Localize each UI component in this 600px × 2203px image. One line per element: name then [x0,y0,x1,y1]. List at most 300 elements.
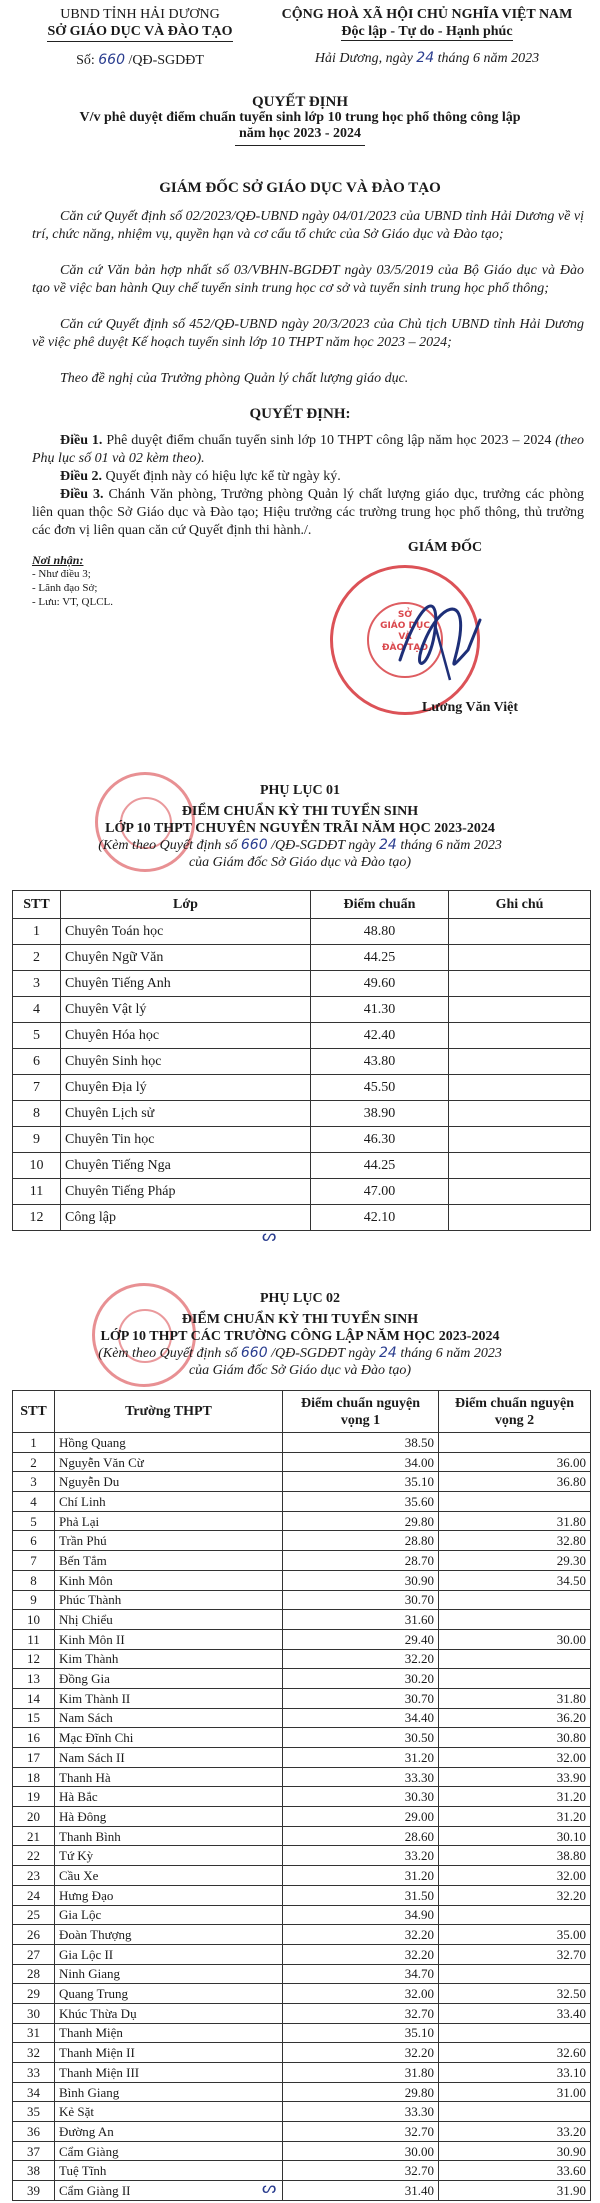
cell-name: Chuyên Lịch sử [61,1101,311,1127]
column-header-stt: STT [13,1391,55,1433]
cell-stt: 1 [13,1433,55,1453]
recipient-item: - Như điều 3; [32,568,91,580]
cell-name: Chuyên Tiếng Anh [61,971,311,997]
cell-score-2: 30.00 [439,1629,591,1649]
legal-basis-4: Theo đề nghị của Trưởng phòng Quản lý chất lượng giáo dục. [60,371,409,386]
table-row [13,2122,591,2142]
cell-stt: 3 [13,1472,55,1492]
cell-score-2: 36.80 [439,1472,591,1492]
cell-score-2: 31.80 [439,1688,591,1708]
cell-name: Nhị Chiểu [55,1610,283,1630]
cell-name: Chuyên Ngữ Văn [61,945,311,971]
cell-score-2: 31.80 [439,1511,591,1531]
appendix-1-title-2: LỚP 10 THPT CHUYÊN NGUYỄN TRÃI NĂM HỌC 2023-2024 [105,821,495,836]
cell-name: Thanh Hà [55,1767,283,1787]
cell-score-2: 31.90 [439,2181,591,2201]
cell-score-2 [449,1075,591,1101]
cell-score-2: 32.80 [439,1531,591,1551]
cell-stt: 5 [13,1511,55,1531]
cell-name: Kinh Môn [55,1570,283,1590]
cell-stt: 33 [13,2063,55,2083]
cell-stt: 17 [13,1748,55,1768]
appendix-2-note-line-2: của Giám đốc Sở Giáo dục và Đào tạo) [188,1363,412,1378]
cell-score-2: 36.20 [439,1708,591,1728]
cell-score-1: 30.70 [283,1590,439,1610]
column-header-note: Ghi chú [449,891,591,919]
article-1: Điều 1. Phê duyệt điểm chuẩn tuyển sinh lớp 10 THPT công lập năm học 2023 – 2024 (theo Phụ lục số 01 và 02 kèm theo). [32,433,585,466]
cell-score-2 [449,997,591,1023]
cell-stt: 8 [13,1101,61,1127]
issue-date: Hải Dương, ngày 24 tháng 6 năm 2023 [314,50,540,66]
cell-stt: 7 [13,1075,61,1101]
cell-name: Nam Sách II [55,1748,283,1768]
cell-name: Nam Sách [55,1708,283,1728]
table-row [13,1649,591,1669]
cell-name: Chuyên Vật lý [61,997,311,1023]
decision-subject-line-1: V/v phê duyệt điểm chuẩn tuyển sinh lớp 10 trung học phổ thông công lập [79,110,521,125]
cell-stt: 6 [13,1531,55,1551]
cell-name: Bến Tắm [55,1551,283,1571]
cell-score-1: 29.00 [283,1807,439,1827]
cell-score-2: 33.60 [439,2161,591,2181]
table-row [13,2102,591,2122]
cell-score-2: 31.20 [439,1807,591,1827]
cell-score-1: 31.50 [283,1885,439,1905]
appendix-1-table-body [13,919,591,1231]
cell-score-1: 34.00 [283,1452,439,1472]
cell-score-2 [449,945,591,971]
cell-name: Nguyễn Du [55,1472,283,1492]
column-header-score: Điểm chuẩn [311,891,449,919]
decision-title-block [0,94,600,146]
cell-name: Hà Bắc [55,1787,283,1807]
cell-stt: 20 [13,1807,55,1827]
table-row [13,1826,591,1846]
cell-stt: 11 [13,1629,55,1649]
table-row [13,1964,591,1984]
cell-name: Chuyên Tiếng Nga [61,1153,311,1179]
cell-score-1: 38.90 [311,1101,449,1127]
appendix-2-table-body [13,1433,591,2201]
cell-score-2 [449,1179,591,1205]
issuing-authority [40,6,240,69]
table-row [13,1748,591,1768]
cell-name: Bình Giang [55,2082,283,2102]
cell-score-1: 28.80 [283,1531,439,1551]
cell-score-2 [449,971,591,997]
page-initial-mark: ᔕ [262,2178,277,2197]
cell-name: Hưng Đạo [55,1885,283,1905]
cell-stt: 16 [13,1728,55,1748]
cell-score-1: 29.80 [283,2082,439,2102]
appendix-1-heading [0,782,600,871]
cell-score-1: 41.30 [311,997,449,1023]
cell-stt: 15 [13,1708,55,1728]
cell-stt: 10 [13,1610,55,1630]
cell-score-1: 33.20 [283,1846,439,1866]
cell-name: Đồng Gia [55,1669,283,1689]
table-row [13,1179,591,1205]
table-row [13,2161,591,2181]
cell-score-1: 33.30 [283,1767,439,1787]
table-row [13,1433,591,1453]
cell-score-1: 48.80 [311,919,449,945]
cell-score-1: 34.70 [283,1964,439,1984]
table-row [13,1023,591,1049]
cell-stt: 29 [13,1984,55,2004]
table-row [13,1590,591,1610]
column-header-score-nv2: Điểm chuẩn nguyện vọng 2 [439,1391,591,1433]
cell-score-2 [439,1669,591,1689]
cell-stt: 22 [13,1846,55,1866]
cell-stt: 14 [13,1688,55,1708]
table-row [13,1708,591,1728]
table-row [13,1787,591,1807]
cell-score-1: 43.80 [311,1049,449,1075]
cell-score-2: 32.20 [439,1885,591,1905]
cell-stt: 38 [13,2161,55,2181]
cell-name: Đoàn Thượng [55,1925,283,1945]
cell-score-2 [439,1590,591,1610]
table-row [13,1101,591,1127]
cell-score-1: 45.50 [311,1075,449,1101]
cell-name: Thanh Bình [55,1826,283,1846]
cell-score-1: 31.20 [283,1748,439,1768]
cell-score-2: 33.20 [439,2122,591,2142]
cell-name: Tứ Kỳ [55,1846,283,1866]
cell-score-1: 30.30 [283,1787,439,1807]
document-number [40,52,240,69]
cell-score-2: 36.00 [439,1452,591,1472]
cell-name: Cẩm Giàng II [55,2181,283,2201]
table-row [13,1049,591,1075]
cell-stt: 18 [13,1767,55,1787]
cell-score-1: 32.70 [283,2122,439,2142]
cell-name: Kim Thành [55,1649,283,1669]
cell-stt: 21 [13,1826,55,1846]
table-row [13,1452,591,1472]
article-3: Điều 3. Chánh Văn phòng, Trưởng phòng Quản lý chất lượng giáo dục, trưởng các phòng liên quan thộc Sở Giáo dục và Đào tạo; Hiệu trưởng các trường trung học phổ thông, thủ trưởng các đơn vị liên quan căn cứ Quyết định thi hành./. [32,487,585,538]
cell-name: Chuyên Tiếng Pháp [61,1179,311,1205]
cell-score-2 [449,1205,591,1231]
table-row [13,2063,591,2083]
cell-score-2 [439,1433,591,1453]
cell-score-1: 30.90 [283,1570,439,1590]
cell-name: Kinh Môn II [55,1629,283,1649]
cell-score-1: 32.70 [283,2003,439,2023]
cell-score-2 [439,1649,591,1669]
cell-score-1: 30.70 [283,1688,439,1708]
cell-score-2 [449,1153,591,1179]
decision-subject-line-2: năm học 2023 - 2024 [238,126,362,141]
cell-name: Ninh Giang [55,1964,283,1984]
table-row [13,971,591,997]
column-header-class: Lớp [61,891,311,919]
cell-score-1: 34.90 [283,1905,439,1925]
cell-score-1: 32.20 [283,1925,439,1945]
cell-score-1: 28.60 [283,1826,439,1846]
cell-stt: 6 [13,1049,61,1075]
cell-score-1: 30.50 [283,1728,439,1748]
handwritten-signature [380,580,500,690]
signer-name: Lương Văn Việt [421,700,519,715]
table-header-row [13,1391,591,1433]
cell-score-1: 35.10 [283,1472,439,1492]
legal-basis-2: Căn cứ Văn bản hợp nhất số 03/VBHN-BGDĐT ngày 03/5/2019 của Bộ Giáo dục và Đào tạo về việc ban hành Quy chế tuyển sinh trung học cơ sở và tuyển sinh trung học phổ thông; [32,263,584,296]
cell-score-1: 29.80 [283,1511,439,1531]
authority-line-2: SỞ GIÁO DỤC VÀ ĐÀO TẠO [47,23,232,42]
cell-score-2 [439,1964,591,1984]
cell-score-2 [449,1023,591,1049]
table-row [13,1610,591,1630]
appendix-2-title-1: ĐIỂM CHUẨN KỲ THI TUYỂN SINH [181,1312,419,1327]
legal-basis-3: Căn cứ Quyết định số 452/QĐ-UBND ngày 20/3/2023 của Chủ tịch UBND tỉnh Hải Dương về việc phê duyệt Kế hoạch tuyển sinh lớp 10 THPT năm học 2023 – 2024; [32,317,584,350]
cell-stt: 5 [13,1023,61,1049]
cell-score-1: 32.20 [283,1944,439,1964]
table-row [13,2141,591,2161]
table-row [13,1669,591,1689]
cell-stt: 35 [13,2102,55,2122]
cell-score-2: 33.10 [439,2063,591,2083]
table-row [13,1551,591,1571]
cell-score-1: 32.00 [283,1984,439,2004]
title-underline [235,145,365,146]
cell-name: Nguyễn Văn Cừ [55,1452,283,1472]
cell-score-1: 49.60 [311,971,449,997]
cell-score-1: 34.40 [283,1708,439,1728]
cell-stt: 39 [13,2181,55,2201]
table-row [13,1570,591,1590]
cell-score-2 [449,1049,591,1075]
table-row [13,1629,591,1649]
cell-stt: 2 [13,945,61,971]
cell-score-1: 44.25 [311,1153,449,1179]
cell-stt: 7 [13,1551,55,1571]
cell-name: Phả Lại [55,1511,283,1531]
cell-name: Kẻ Sặt [55,2102,283,2122]
table-row [13,1846,591,1866]
table-row [13,1492,591,1512]
cell-name: Đường An [55,2122,283,2142]
national-motto: Độc lập - Tự do - Hạnh phúc [341,24,513,39]
issuer-heading: GIÁM ĐỐC SỞ GIÁO DỤC VÀ ĐÀO TẠO [159,180,441,196]
article-2: Điều 2. Quyết định này có hiệu lực kể từ ngày ký. [60,469,341,484]
cell-name: Chuyên Toán học [61,919,311,945]
cell-score-1: 29.40 [283,1629,439,1649]
appendix-2-table [12,1390,591,2201]
table-row [13,919,591,945]
cell-stt: 8 [13,1570,55,1590]
decide-heading: QUYẾT ĐỊNH: [249,406,351,422]
cell-score-1: 47.00 [311,1179,449,1205]
cell-stt: 34 [13,2082,55,2102]
cell-stt: 11 [13,1179,61,1205]
nation-name: CỘNG HOÀ XÃ HỘI CHỦ NGHĨA VIỆT NAM [281,7,573,22]
cell-score-2 [439,1610,591,1630]
cell-stt: 28 [13,1964,55,1984]
table-row [13,2023,591,2043]
decision-title: QUYẾT ĐỊNH [252,94,348,110]
recipients-block [32,553,113,609]
cell-name: Chí Linh [55,1492,283,1512]
cell-stt: 12 [13,1649,55,1669]
cell-score-1: 32.20 [283,2043,439,2063]
table-row [13,1925,591,1945]
authority-line-1: UBND TỈNH HẢI DƯƠNG [60,7,220,22]
cell-stt: 12 [13,1205,61,1231]
cell-stt: 30 [13,2003,55,2023]
cell-stt: 13 [13,1669,55,1689]
cell-score-2: 32.00 [439,1866,591,1886]
table-row [13,2003,591,2023]
cell-score-1: 38.50 [283,1433,439,1453]
cell-stt: 2 [13,1452,55,1472]
cell-score-2 [449,919,591,945]
cell-score-1: 44.25 [311,945,449,971]
cell-score-2: 30.10 [439,1826,591,1846]
table-row [13,1944,591,1964]
cell-name: Quang Trung [55,1984,283,2004]
doc-number-handwritten: 660 [98,52,125,68]
cell-score-2 [449,1101,591,1127]
cell-score-2: 31.20 [439,1787,591,1807]
page-initial-mark: ᔕ [262,1226,277,1245]
cell-name: Công lập [61,1205,311,1231]
cell-stt: 23 [13,1866,55,1886]
cell-score-2: 32.00 [439,1748,591,1768]
cell-stt: 32 [13,2043,55,2063]
table-row [13,1807,591,1827]
cell-stt: 9 [13,1127,61,1153]
cell-stt: 4 [13,1492,55,1512]
cell-name: Chuyên Hóa học [61,1023,311,1049]
cell-score-2 [439,2023,591,2043]
recipient-item: - Lãnh đạo Sở; [32,582,98,594]
cell-name: Trần Phú [55,1531,283,1551]
cell-score-2: 34.50 [439,1570,591,1590]
cell-stt: 4 [13,997,61,1023]
appendix-1-title-1: ĐIỂM CHUẨN KỲ THI TUYỂN SINH [181,804,419,819]
cell-score-2: 32.60 [439,2043,591,2063]
recipients-heading: Nơi nhận: [32,553,84,567]
signer-title: GIÁM ĐỐC [407,540,483,555]
cell-score-2: 32.70 [439,1944,591,1964]
cell-name: Chuyên Sinh học [61,1049,311,1075]
cell-name: Kim Thành II [55,1688,283,1708]
table-row [13,1075,591,1101]
table-row [13,1127,591,1153]
official-seal-stamp: SỞ GIÁO DỤC VÀ ĐÀO TẠO [330,565,480,715]
cell-score-1: 35.10 [283,2023,439,2043]
cell-score-2: 29.30 [439,1551,591,1571]
cell-score-2: 30.80 [439,1728,591,1748]
cell-stt: 27 [13,1944,55,1964]
cell-score-1: 31.60 [283,1610,439,1630]
appendix-2-heading [0,1290,600,1379]
table-row [13,2043,591,2063]
cell-score-2 [439,1492,591,1512]
appendix-1-note: (Kèm theo Quyết định số 660 /QĐ-SGDĐT ngày 24 tháng 6 năm 2023 [98,837,502,853]
cell-score-1: 33.30 [283,2102,439,2122]
issue-day-handwritten: 24 [416,50,435,66]
cell-score-2: 32.50 [439,1984,591,2004]
cell-stt: 19 [13,1787,55,1807]
table-row [13,2082,591,2102]
cell-stt: 3 [13,971,61,997]
appendix-1-label: PHỤ LỤC 01 [259,783,341,798]
cell-name: Thanh Miện [55,2023,283,2043]
cell-name: Cẩm Giàng [55,2141,283,2161]
table-row [13,1866,591,1886]
cell-score-2: 31.00 [439,2082,591,2102]
table-row [13,1153,591,1179]
table-header-row [13,891,591,919]
appendix-2-title-2: LỚP 10 THPT CÁC TRƯỜNG CÔNG LẬP NĂM HỌC 2023-2024 [100,1329,500,1344]
national-header [262,6,592,67]
cell-score-1: 28.70 [283,1551,439,1571]
cell-stt: 9 [13,1590,55,1610]
cell-stt: 24 [13,1885,55,1905]
cell-score-1: 30.20 [283,1669,439,1689]
recipient-item: - Lưu: VT, QLCL. [32,596,114,608]
cell-name: Mạc Đĩnh Chi [55,1728,283,1748]
column-header-school: Trường THPT [55,1391,283,1433]
cell-score-2 [439,2102,591,2122]
legal-basis-1: Căn cứ Quyết định số 02/2023/QĐ-UBND ngày 04/01/2023 của UBND tỉnh Hải Dương về vị trí, chức năng, nhiệm vụ, quyền hạn và cơ cấu tổ chức của Sở Giáo dục và Đào tạo; [32,209,584,242]
cell-name: Cầu Xe [55,1866,283,1886]
table-row [13,1688,591,1708]
table-row [13,2181,591,2201]
cell-score-2: 33.90 [439,1767,591,1787]
cell-score-1: 32.20 [283,1649,439,1669]
cell-name: Thanh Miện III [55,2063,283,2083]
cell-stt: 31 [13,2023,55,2043]
table-row [13,1472,591,1492]
cell-stt: 37 [13,2141,55,2161]
table-row [13,1885,591,1905]
table-row [13,1984,591,2004]
table-row [13,1205,591,1231]
table-row [13,1767,591,1787]
cell-score-1: 31.80 [283,2063,439,2083]
cell-score-2: 38.80 [439,1846,591,1866]
doc-number-suffix: /QĐ-SGDĐT [128,53,204,68]
cell-stt: 10 [13,1153,61,1179]
cell-score-1: 35.60 [283,1492,439,1512]
table-row [13,997,591,1023]
cell-name: Hà Đông [55,1807,283,1827]
appendix-2-label: PHỤ LỤC 02 [259,1291,341,1306]
cell-score-1: 42.40 [311,1023,449,1049]
appendix-1-note-line-2: của Giám đốc Sở Giáo dục và Đào tạo) [188,855,412,870]
cell-score-1: 31.20 [283,1866,439,1886]
cell-score-2: 33.40 [439,2003,591,2023]
cell-name: Khúc Thừa Dụ [55,2003,283,2023]
cell-name: Thanh Miện II [55,2043,283,2063]
column-header-score-nv1: Điểm chuẩn nguyện vọng 1 [283,1391,439,1433]
cell-stt: 1 [13,919,61,945]
cell-score-1: 42.10 [311,1205,449,1231]
table-row [13,1531,591,1551]
doc-number-prefix: Số: [76,53,95,68]
cell-stt: 25 [13,1905,55,1925]
cell-name: Phúc Thành [55,1590,283,1610]
cell-score-1: 30.00 [283,2141,439,2161]
table-row [13,1511,591,1531]
table-row [13,1728,591,1748]
cell-name: Gia Lộc [55,1905,283,1925]
cell-score-1: 46.30 [311,1127,449,1153]
